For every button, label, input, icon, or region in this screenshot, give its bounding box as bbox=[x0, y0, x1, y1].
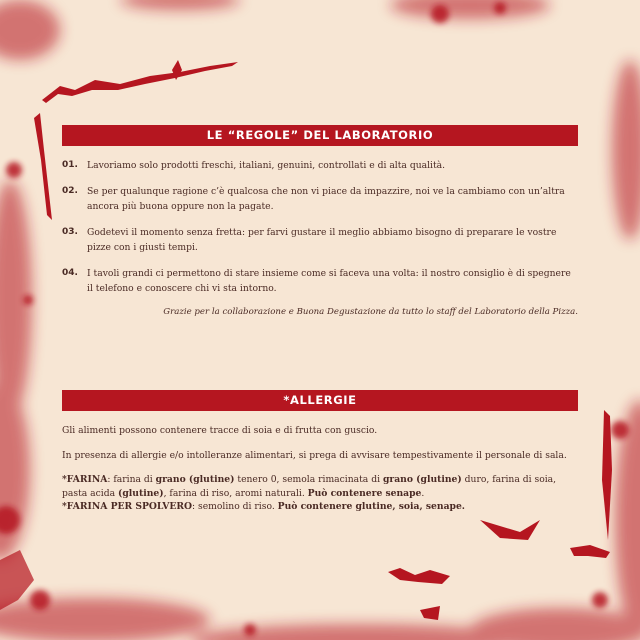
flour-ingredients bbox=[62, 473, 582, 500]
flour-text: duro, farina di soia, pasta acida bbox=[62, 474, 557, 499]
allergen-highlight: grano (glutine) bbox=[382, 474, 462, 485]
rule-item bbox=[62, 184, 578, 215]
flour-text: , farina di riso, aromi naturali. bbox=[163, 487, 308, 499]
allergy-title: *ALLERGIE bbox=[283, 393, 357, 407]
rule-number: 03. bbox=[62, 226, 78, 237]
rule-number: 04. bbox=[62, 267, 78, 278]
rule-item bbox=[62, 266, 578, 297]
dusting-flour-label: *FARINA PER SPOLVERO bbox=[62, 501, 193, 512]
allergy-paragraph: Gli alimenti possono contenere tracce di soia e di frutta con guscio. bbox=[62, 425, 378, 436]
flour-text: tenero 0, semola rimacinata di bbox=[234, 474, 383, 485]
allergen-highlight: (glutine) bbox=[118, 487, 164, 499]
allergy-title-banner bbox=[62, 390, 578, 411]
dusting-flour-text: : semolino di riso. bbox=[192, 501, 278, 512]
allergen-highlight: grano (glutine) bbox=[155, 474, 235, 485]
allergen-highlight: Può contenere glutine, soia, senape. bbox=[277, 501, 465, 512]
rule-text: Se per qualunque ragione c’è qualcosa che non vi piace da impazzire, noi ve la cambiamo con un’altra ancora più buona oppure non la pagate. bbox=[87, 185, 565, 212]
flour-text: . bbox=[421, 487, 425, 499]
rule-item bbox=[62, 158, 578, 174]
flour-label: *FARINA bbox=[62, 474, 108, 485]
rule-text: I tavoli grandi ci permettono di stare insieme come si faceva una volta: il nostro consiglio è di spegnere il telefono e conoscere chi vi sta intorno. bbox=[87, 267, 571, 294]
rule-text: Lavoriamo solo prodotti freschi, italiani, genuini, controllati e di alta qualità. bbox=[87, 160, 446, 171]
rule-item bbox=[62, 225, 578, 256]
rules-title-banner bbox=[62, 125, 578, 146]
allergen-highlight: Può contenere senape bbox=[307, 487, 422, 499]
dusting-flour-ingredients bbox=[62, 500, 582, 514]
rule-text: Godetevi il momento senza fretta: per farvi gustare il meglio abbiamo bisogno di preparare le vostre pizze con i giusti tempi. bbox=[87, 226, 557, 253]
rules-list bbox=[62, 158, 578, 307]
rule-number: 02. bbox=[62, 185, 78, 196]
allergy-info bbox=[62, 424, 582, 514]
thanks-note: Grazie per la collaborazione e Buona Degustazione da tutto lo staff del Laboratorio della Pizza. bbox=[163, 307, 578, 317]
allergy-paragraph: In presenza di allergie e/o intolleranze alimentari, si prega di avvisare tempestivamente il personale di sala. bbox=[62, 449, 567, 461]
rules-title: LE “REGOLE” DEL LABORATORIO bbox=[206, 128, 434, 142]
flour-text: : farina di bbox=[107, 474, 156, 485]
rule-number: 01. bbox=[62, 160, 78, 170]
